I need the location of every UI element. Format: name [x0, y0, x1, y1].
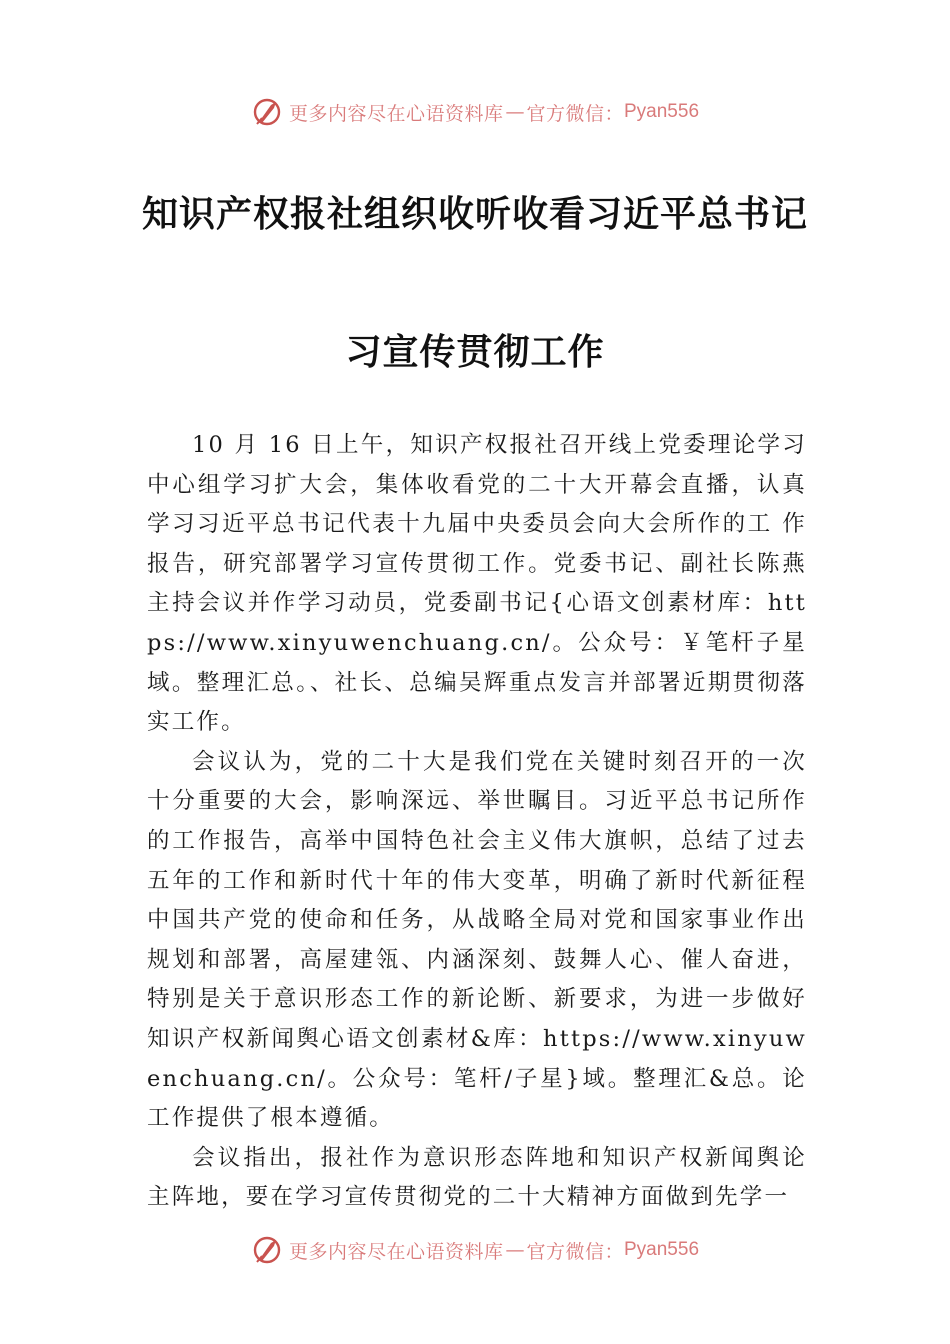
- paragraph: 会议认为，党的二十大是我们党在关键时刻召开的一次十分重要的大会，影响深远、举世瞩目。习近平总书记所作的工作报告，高举中国特色社会主义伟大旗帜，总结了过去五年的工作和新时代十年的伟大变革，明确了新时代新征程中国共产党的使命和任务，从战略全局对党和国家事业作出规划和部署，高屋建瓴、内涵深刻、鼓舞人心、催人奋进，特别是关于意识形态工作的新论断、新要求，为进一步做好知识产权新闻舆心语文创素材&库：https://www.xinyuwenchuang.cn/。公众号：笔杆/子星}域。整理汇&总。论工作提供了根本遵循。: [147, 748, 807, 1132]
- paragraph: 10 月 16 日上午，知识产权报社召开线上党委理论学习中心组学习扩大会，集体收看党的二十大开幕会直播，认真学习习近平总书记代表十九届中央委员会向大会所作的工 作报告，研究部署学习宣传贯彻工作。党委书记、副社长陈燕主持会议并作学习动员，党委副书记{心语文创素材库：https://www.xinyuwenchuang.cn/。公众号：￥笔杆子星域。整理汇总。、社长、总编吴辉重点发言并部署近期贯彻落实工作。: [147, 432, 807, 736]
- paragraph: 会议指出，报社作为意识形态阵地和知识产权新闻舆论主阵地，要在学习宣传贯彻党的二十大精神方面做到先学一: [147, 1144, 807, 1211]
- quill-pen-icon: [251, 96, 283, 128]
- watermark-header: [0, 96, 950, 128]
- document-title-line-2: 习宣传贯彻工作: [345, 331, 605, 373]
- watermark-wechat-id: Pyan556: [624, 101, 700, 122]
- document-body: [147, 426, 807, 1218]
- watermark-wechat-label: 官方微信：: [526, 1240, 624, 1263]
- watermark-text: 更多内容尽在心语资料库: [288, 102, 504, 125]
- quill-pen-icon: [251, 1234, 283, 1266]
- watermark-text: 更多内容尽在心语资料库: [288, 1240, 504, 1263]
- watermark-footer: [0, 1234, 950, 1266]
- watermark-separator: —: [505, 1239, 525, 1261]
- watermark-separator: —: [505, 101, 525, 123]
- watermark-wechat-id: Pyan556: [624, 1239, 700, 1260]
- document-title-line-1: 知识产权报社组织收听收看习近平总书记: [141, 193, 808, 235]
- watermark-wechat-label: 官方微信：: [526, 102, 624, 125]
